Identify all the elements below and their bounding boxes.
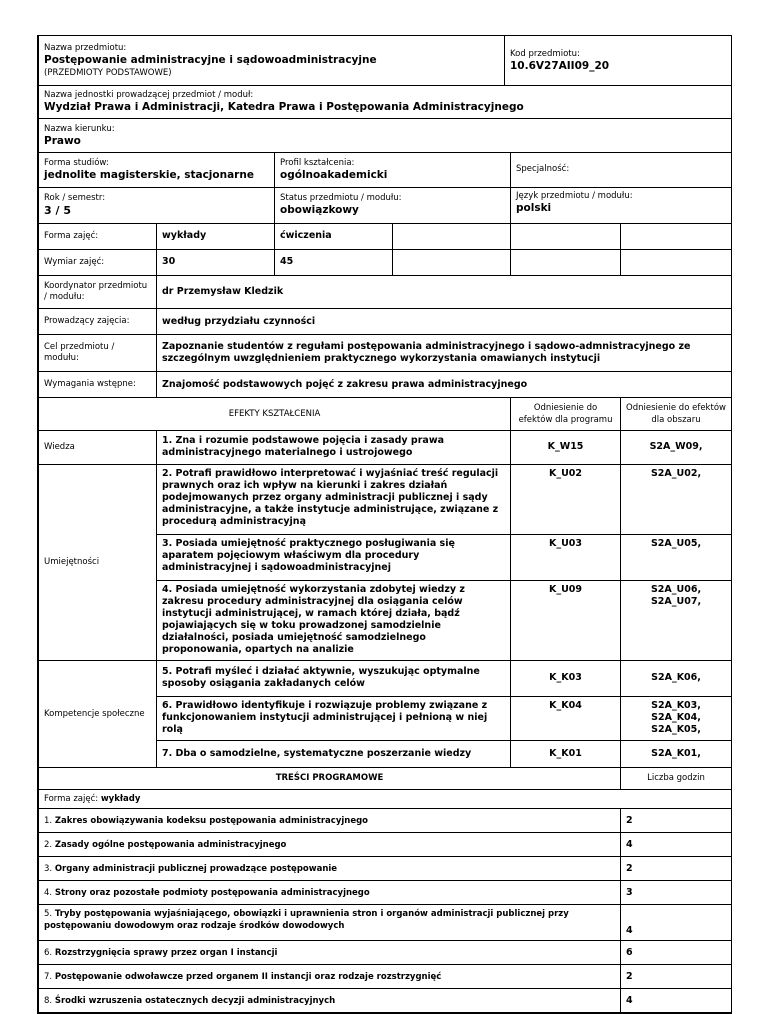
topic-num: 2. [44, 839, 53, 850]
topic-num: 1. [44, 815, 53, 826]
hours-empty-3 [621, 249, 732, 275]
language-label: Język przedmiotu / modułu: [516, 190, 633, 201]
topic-hours: 6 [621, 941, 732, 965]
effect-area [621, 696, 732, 740]
topic-hours: 2 [621, 809, 732, 833]
class-empty-1 [393, 223, 511, 249]
subject-name: Postępowanie administracyjne i sądowoadministracyjne [44, 53, 377, 66]
class-empty-2 [511, 223, 621, 249]
topic-row [39, 809, 621, 833]
category-knowledge: Wiedza [39, 430, 157, 464]
syllabus-frame [37, 35, 732, 1014]
topic-row [39, 905, 621, 941]
code-label: Kod przedmiotu: [510, 48, 580, 59]
field-label: Nazwa kierunku: [44, 123, 115, 134]
language-value: polski [516, 201, 552, 214]
specialty-cell [511, 153, 732, 187]
subject-label: Nazwa przedmiotu: [44, 42, 127, 53]
effects-title: EFEKTY KSZTAŁCENIA [39, 398, 511, 430]
subject-group: (PRZEDMIOTY PODSTAWOWE) [44, 67, 172, 78]
topic-row [39, 857, 621, 881]
profile-label: Profil kształcenia: [280, 157, 355, 168]
effects-col-area: Odniesienie do efektów dla obszaru [621, 398, 732, 430]
topic-row [39, 941, 621, 965]
hours-label: Wymiar zajęć: [39, 249, 157, 275]
effect-program: K_W15 [511, 430, 621, 464]
program-hours-col: Liczba godzin [621, 768, 732, 790]
field-cell [39, 119, 732, 153]
program-form-prefix: Forma zajęć: [44, 794, 101, 804]
effect-area: S2A_K01, [621, 740, 732, 767]
effect-area: S2A_U02, [621, 464, 732, 534]
topic-text: Strony oraz pozostałe podmioty postępowania administracyjnego [54, 887, 370, 898]
class-form-label: Forma zajęć: [39, 223, 157, 249]
status-value: obowiązkowy [280, 204, 359, 216]
topic-hours: 4 [621, 833, 732, 857]
status-label: Status przedmiotu / modułu: [280, 193, 402, 203]
year-cell [39, 187, 275, 223]
language-cell [511, 187, 732, 223]
requirements-value: Znajomość podstawowych pojęć z zakresu prawa administracyjnego [157, 372, 732, 398]
topic-hours: 2 [621, 857, 732, 881]
field-value: Prawo [44, 134, 81, 147]
study-form-label: Forma studiów: [44, 157, 109, 168]
effect-text: 3. Posiada umiejętność praktycznego posługiwania się aparatem pojęciowym właściwym dla procedury administracyjnej i sądowoadministracyjnej [157, 534, 511, 580]
info-table [38, 276, 732, 399]
effect-area: S2A_U05, [621, 534, 732, 580]
header-table [38, 35, 732, 153]
unit-value: Wydział Prawa i Administracji, Katedra Prawa i Postępowania Administracyjnego [44, 101, 524, 113]
effect-text: 5. Potrafi myśleć i działać aktywnie, wyszukując optymalne sposoby osiągania zakładanych celów [157, 660, 511, 696]
effect-program: K_U03 [511, 534, 621, 580]
effect-area-line: S2A_K03, S2A_K04, S2A_K05, [651, 700, 701, 735]
topic-row [39, 881, 621, 905]
study-table [38, 153, 732, 276]
hours-empty-1 [393, 249, 511, 275]
status-cell [275, 187, 511, 223]
effect-program: K_U09 [511, 580, 621, 660]
unit-label: Nazwa jednostki prowadzącej przedmiot / moduł: [44, 90, 254, 100]
effect-program: K_K01 [511, 740, 621, 767]
code-value: 10.6V27AII09_20 [510, 59, 610, 72]
study-form-cell [39, 153, 275, 187]
category-skills: Umiejętności [39, 464, 157, 660]
class-lecture: wykłady [157, 223, 275, 249]
effect-text: 6. Prawidłowo identyfikuje i rozwiązuje problemy związane z funkcjonowaniem instytucji administrującej i pełnioną w niej rolą [157, 696, 511, 740]
effects-col-program: Odniesienie do efektów dla programu [511, 398, 621, 430]
topic-num: 5. [44, 909, 53, 919]
effect-program: K_U02 [511, 464, 621, 534]
program-title: TREŚCI PROGRAMOWE [39, 768, 621, 790]
hours-empty-2 [511, 249, 621, 275]
coordinator-value: dr Przemysław Kledzik [157, 276, 732, 309]
teacher-label: Prowadzący zajęcia: [39, 309, 157, 335]
effect-area: S2A_K06, [621, 660, 732, 696]
effect-area [621, 580, 732, 660]
topic-text: Środki wzruszenia ostatecznych decyzji administracyjnych [54, 995, 336, 1006]
effect-program: K_K03 [511, 660, 621, 696]
topic-hours: 3 [621, 881, 732, 905]
teacher-value: według przydziału czynności [157, 309, 732, 335]
topic-row [39, 833, 621, 857]
class-empty-3 [621, 223, 732, 249]
topic-text: Organy administracji publicznej prowadzące postępowanie [54, 863, 338, 874]
hours-lecture: 30 [157, 249, 275, 275]
topic-text: Tryby postępowania wyjaśniającego, obowiązki i uprawnienia stron i organów administracji publicznej przy postępowaniu dowodowym oraz rodzaje środków dowodowych [44, 909, 569, 931]
coordinator-label: Koordynator przedmiotu / modułu: [39, 276, 157, 309]
effect-text: 7. Dba o samodzielne, systematyczne poszerzanie wiedzy [157, 740, 511, 767]
topic-row [39, 989, 621, 1013]
unit-cell [39, 86, 732, 119]
topic-hours: 4 [621, 905, 732, 941]
topic-text: Postępowanie odwoławcze przed organem II instancji oraz rodzaje rozstrzygnięć [54, 971, 442, 982]
requirements-label: Wymagania wstępne: [39, 372, 157, 398]
specialty-label: Specjalność: [516, 164, 570, 175]
topic-num: 7. [44, 971, 53, 982]
profile-cell [275, 153, 511, 187]
effects-table [38, 398, 732, 768]
year-value: 3 / 5 [44, 203, 71, 217]
topic-num: 6. [44, 947, 53, 958]
topic-num: 4. [44, 887, 53, 898]
effect-program: K_K04 [511, 696, 621, 740]
goal-value: Zapoznanie studentów z regułami postępowania administracyjnego i sądowo-admnistracyjnego ze szczególnym uwzględnieniem praktycznego wykorzystania omawianych instytucji [157, 335, 732, 372]
topic-num: 3. [44, 863, 53, 874]
study-form-value: jednolite magisterskie, stacjonarne [44, 168, 254, 181]
topic-hours: 4 [621, 989, 732, 1013]
effect-area-line: S2A_U06, S2A_U07, [650, 583, 702, 607]
program-table [38, 768, 732, 1014]
code-cell [505, 36, 732, 86]
topic-text: Rozstrzygnięcia sprawy przez organ I instancji [54, 947, 278, 958]
effect-text: 2. Potrafi prawidłowo interpretować i wyjaśniać treść regulacji prawnych oraz ich wpływ na kierunki i zakres działań podejmowanych przez organy administracji publicznej i sądy administracyjne, a także instytucje administrujące, związane z procedurą administracyjną [157, 464, 511, 534]
category-social: Kompetencje społeczne [39, 660, 157, 767]
goal-label: Cel przedmiotu / modułu: [39, 335, 157, 372]
topic-num: 8. [44, 995, 53, 1006]
profile-value: ogólnoakademicki [280, 168, 388, 181]
hours-exercise: 45 [275, 249, 393, 275]
effect-text: 4. Posiada umiejętność wykorzystania zdobytej wiedzy z zakresu procedury administracyjnej dla osiągania celów instytucji administrującej, w ramach której działa, bądź pojawiających się w toku prowadzonej samodzielnie działalności, posiada umiejętność samodzielnego proponowania, opartych na analizie [157, 580, 511, 660]
class-exercise: ćwiczenia [275, 223, 393, 249]
topic-text: Zasady ogólne postępowania administracyjnego [54, 839, 287, 850]
topic-hours: 2 [621, 965, 732, 989]
program-form-value: wykłady [100, 794, 141, 804]
year-label: Rok / semestr: [44, 192, 106, 203]
effect-area: S2A_W09, [621, 430, 732, 464]
subject-cell [39, 36, 505, 86]
program-form-row [39, 790, 732, 809]
effect-text: 1. Zna i rozumie podstawowe pojęcia i zasady prawa administracyjnego materialnego i ustrojowego [157, 430, 511, 464]
topic-row [39, 965, 621, 989]
topic-text: Zakres obowiązywania kodeksu postępowania administracyjnego [54, 815, 369, 826]
